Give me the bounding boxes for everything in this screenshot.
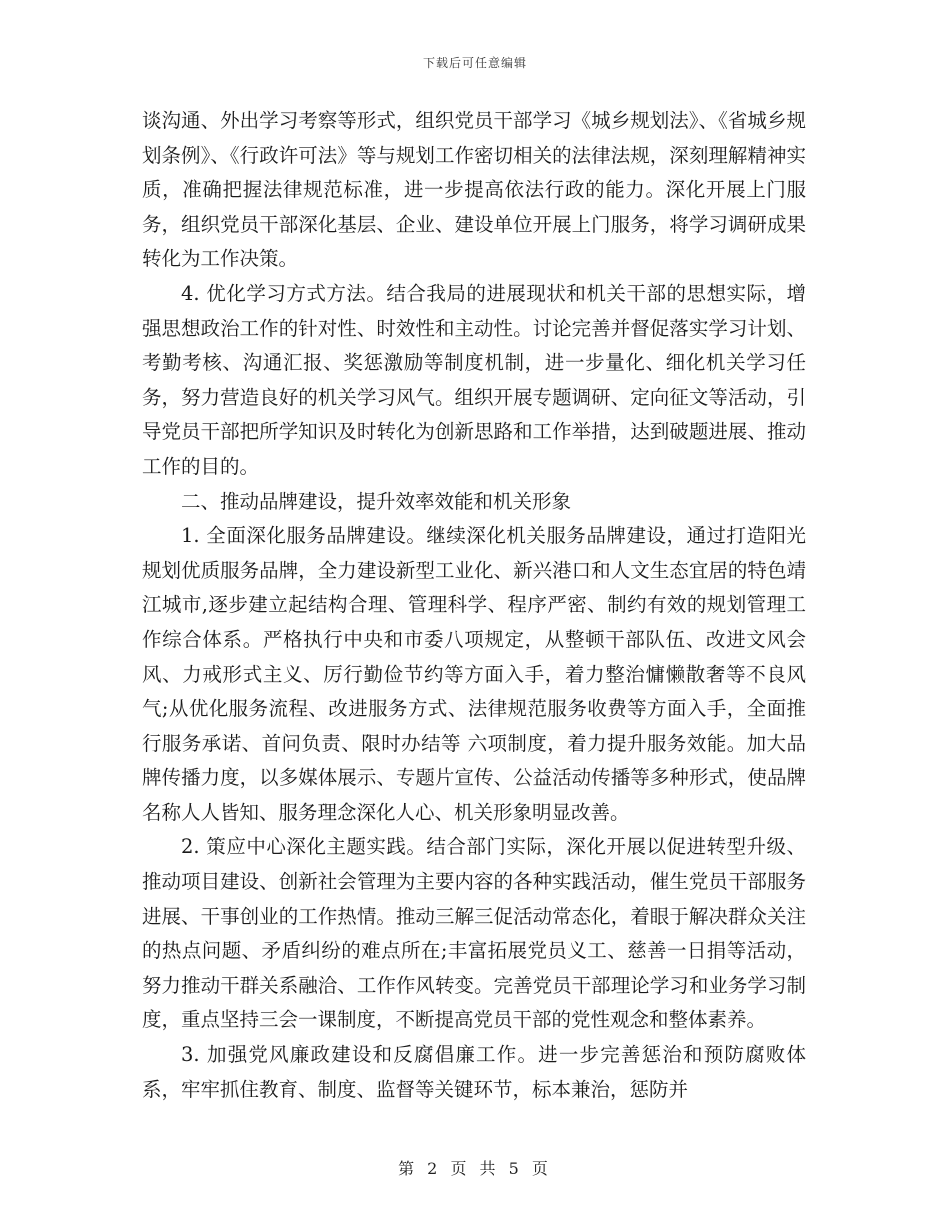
paragraph-2: 4. 优化学习方式方法。结合我局的进展现状和机关干部的思想实际，增强思想政治工作的针对性、时效性和主动性。讨论完善并督促落实学习计划、考勤考核、沟通汇报、奖惩激励等制度机制，进一步量化、细化机关学习任务，努力营造良好的机关学习风气。组织开展专题调研、定向征文等活动，引导党员干部把所学知识及时转化为创新思路和工作举措，达到破题进展、推动工作的目的。: [142, 281, 806, 478]
section-heading: 二、推动品牌建设，提升效率效能和机关形象: [181, 489, 572, 513]
body-text: [142, 104, 806, 1107]
paragraph-4: 2. 策应中心深化主题实践。结合部门实际，深化开展以促进转型升级、推动项目建设、创新社会管理为主要内容的各种实践活动，催生党员干部服务进展、干事创业的工作热情。推动三解三促活动常态化，着眼于解决群众关注的热点问题、矛盾纠纷的难点所在;丰富拓展党员义工、慈善一日捐等活动，努力推动干群关系融洽、工作作风转变。完善党员干部理论学习和业务学习制度，重点坚持三会一课制度，不断提高党员干部的党性观念和整体素养。: [142, 835, 806, 1032]
header-note: 下载后可任意编辑: [422, 56, 527, 70]
page-number: 第 2 页 共 5 页: [398, 1159, 552, 1178]
paragraph-5: 3. 加强党风廉政建设和反腐倡廉工作。进一步完善惩治和预防腐败体系，牢牢抓住教育、制度、监督等关键环节，标本兼治，惩防并: [142, 1043, 806, 1101]
paragraph-1: 谈沟通、外出学习考察等形式，组织党员干部学习《城乡规划法》、《省城乡规划条例》、《行政许可法》等与规划工作密切相关的法律法规，深刻理解精神实质，准确把握法律规范标准，进一步提高依法行政的能力。深化开展上门服务，组织党员干部深化基层、企业、建设单位开展上门服务，将学习调研成果转化为工作决策。: [142, 109, 806, 271]
paragraph-3: 1. 全面深化服务品牌建设。继续深化机关服务品牌建设，通过打造阳光规划优质服务品牌，全力建设新型工业化、新兴港口和人文生态宜居的特色靖江城市,逐步建立起结构合理、管理科学、程序严密、制约有效的规划管理工作综合体系。严格执行中央和市委八项规定，从整顿干部队伍、改进文风会风、力戒形式主义、厉行勤俭节约等方面入手，着力整治慵懒散奢等不良风气;从优化服务流程、改进服务方式、法律规范服务收费等方面入手，全面推行服务承诺、首问负责、限时办结等 六项制度，着力提升服务效能。加大品牌传播力度，以多媒体展示、专题片宣传、公益活动传播等多种形式，使品牌名称人人皆知、服务理念深化人心、机关形象明显改善。: [142, 524, 806, 824]
